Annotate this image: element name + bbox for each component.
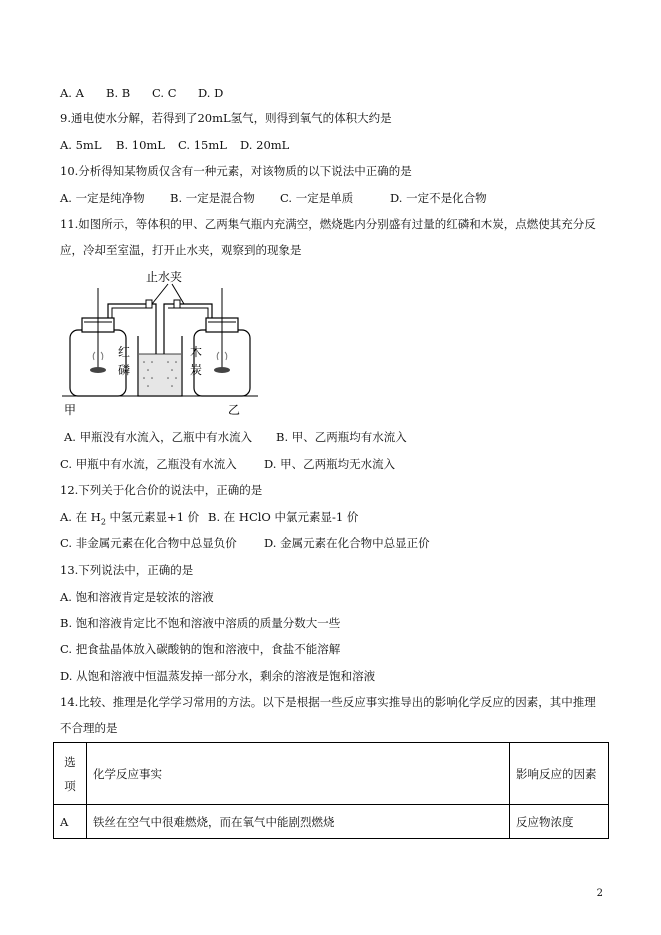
q9-option-b: B. 10mL xyxy=(116,138,165,152)
q12-option-a-pre: A. 在 H xyxy=(60,510,101,524)
q8-option-a: A. A xyxy=(60,86,84,100)
q8-option-d: D. D xyxy=(198,86,224,100)
charcoal-label-1: 木 xyxy=(190,345,203,359)
q12-options-cd xyxy=(60,535,430,551)
q11-stem-line2: 应，冷却至室温，打开止水夹，观察到的现象是 xyxy=(60,243,302,257)
q14-stem-line1: 14.比较、推理是化学学习常用的方法。以下是根据一些反应事实推导出的影响化学反应的因素，其中推理 xyxy=(60,695,596,709)
q12-option-a xyxy=(60,509,208,530)
q10-option-b: B. 一定是混合物 xyxy=(170,191,255,205)
q10-option-d: D. 一定不是化合物 xyxy=(390,191,487,205)
q10-stem: 10.分析得知某物质仅含有一种元素，对该物质的以下说法中正确的是 xyxy=(60,164,412,178)
q13-option-a: A. 饱和溶液肯定是较浓的溶液 xyxy=(60,590,214,604)
q11-options-cd xyxy=(60,456,395,472)
q11-option-d: D. 甲、乙两瓶均无水流入 xyxy=(264,457,396,471)
q10-option-a: A. 一定是纯净物 xyxy=(60,191,145,205)
clip-label: 止水夹 xyxy=(146,270,183,284)
q12-option-d: D. 金属元素在化合物中总显正价 xyxy=(264,536,430,550)
row-factor: 反应物浓度 xyxy=(510,805,609,839)
q12-option-a-sub: 2 xyxy=(100,517,106,527)
charcoal-label-2: 炭 xyxy=(190,363,203,377)
q8-options xyxy=(60,85,223,101)
q11-options-ab xyxy=(64,429,407,445)
page-number: 2 xyxy=(596,888,603,899)
q8-option-b: B. B xyxy=(106,86,131,100)
header-option: 选 项 xyxy=(54,743,87,805)
red-phosphorus-label-1: 红 xyxy=(118,345,131,359)
table-row xyxy=(54,805,609,839)
q14-table xyxy=(53,742,609,839)
q9-option-d: D. 20mL xyxy=(240,138,290,152)
q12-option-c: C. 非金属元素在化合物中总显负价 xyxy=(60,536,237,550)
row-fact: 铁丝在空气中很难燃烧，而在氧气中能剧烈燃烧 xyxy=(87,805,510,839)
q13-option-d: D. 从饱和溶液中恒温蒸发掉一部分水，剩余的溶液是饱和溶液 xyxy=(60,669,376,683)
q12-option-b: B. 在 HClO 中氯元素显-1 价 xyxy=(208,510,359,524)
q9-stem: 9.通电使水分解，若得到了20mL氢气，则得到氧气的体积大约是 xyxy=(60,111,392,125)
bottle-yi-label: 乙 xyxy=(228,403,241,417)
q9-option-a: A. 5mL xyxy=(60,138,102,152)
q11-option-b: B. 甲、乙两瓶均有水流入 xyxy=(276,430,407,444)
q14-stem-line2: 不合理的是 xyxy=(60,721,118,735)
q12-option-a-post: 中氢元素显+1 价 xyxy=(105,510,200,524)
water-beaker xyxy=(138,336,182,396)
q11-option-a: A. 甲瓶没有水流入，乙瓶中有水流入 xyxy=(64,430,253,444)
header-factor: 影响反应的因素 xyxy=(510,743,609,805)
q13-stem: 13.下列说法中，正确的是 xyxy=(60,563,194,577)
q11-option-c: C. 甲瓶中有水流，乙瓶没有水流入 xyxy=(60,457,237,471)
q13-option-b: B. 饱和溶液肯定比不饱和溶液中溶质的质量分数大一些 xyxy=(60,616,341,630)
red-phosphorus-label-2: 磷 xyxy=(118,363,131,377)
q9-option-c: C. 15mL xyxy=(178,138,227,152)
q10-option-c: C. 一定是单质 xyxy=(280,191,354,205)
q12-options-ab xyxy=(60,509,358,530)
q11-stem-line1: 11.如图所示，等体积的甲、乙两集气瓶内充满空，燃烧匙内分别盛有过量的红磷和木炭，点燃使其充分反 xyxy=(60,217,596,231)
row-option: A xyxy=(54,805,87,839)
q13-option-c: C. 把食盐晶体放入碳酸钠的饱和溶液中，食盐不能溶解 xyxy=(60,642,341,656)
q8-option-c: C. C xyxy=(152,86,177,100)
q9-options xyxy=(60,137,289,153)
header-fact: 化学反应事实 xyxy=(87,743,510,805)
table-header-row xyxy=(54,743,609,805)
q10-options xyxy=(60,190,487,206)
q12-stem: 12.下列关于化合价的说法中，正确的是 xyxy=(60,483,263,497)
bottle-jia-label: 甲 xyxy=(64,403,77,417)
apparatus-figure xyxy=(60,268,260,418)
